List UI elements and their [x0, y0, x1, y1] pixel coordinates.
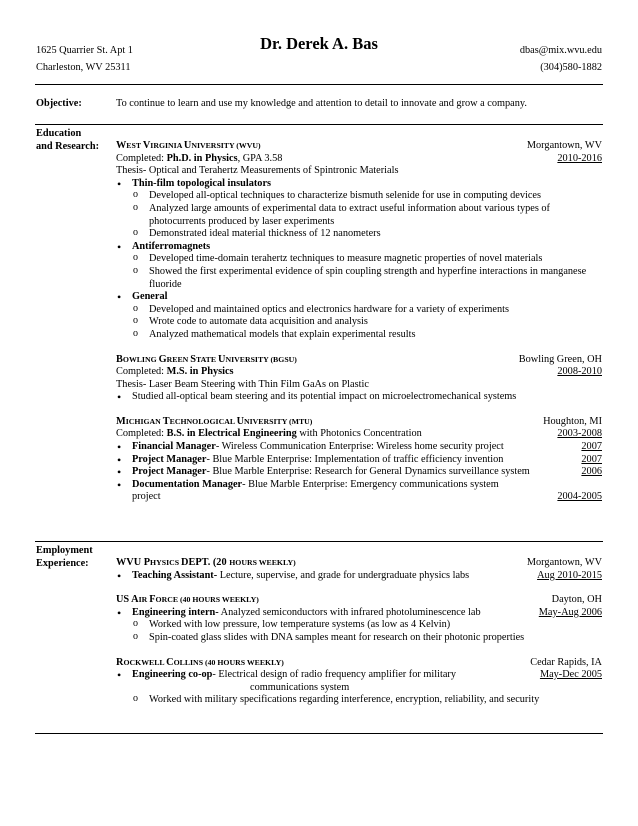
employer-row [116, 557, 602, 570]
objective-label: Objective: [36, 98, 82, 109]
school-name: WEST VIRGINIA UNIVERSITY (WVU) [116, 140, 261, 151]
list-item: • Project Manager- Blue Marble Enterprise: Implementation of traffic efficiency invention 2007 [116, 454, 602, 467]
topic-item: • Antiferromagnets [116, 241, 602, 254]
employer-name: US AIR FORCE (40 HOURS WEEKLY) [116, 594, 259, 606]
degree: M.S. in Physics [166, 366, 234, 378]
degree-row: Completed: B.S. in Electrical Engineering with Photonics Concentration 2003-2008 [116, 428, 602, 440]
sub-item: o Showed the first experimental evidence of spin coupling strength and hyperfine interactions in manganese fluoride [116, 266, 602, 291]
education-section [116, 140, 602, 504]
list-item: • Engineering co-op- Electrical design of radio frequency amplifier for military May-Dec 2005 communications system [116, 669, 602, 694]
degree-dates: 2008-2010 [557, 366, 602, 378]
sub-item: o Developed time-domain terahertz techniques to measure magnetic properties of novel materials [116, 253, 602, 266]
degree: B.S. in Electrical Engineering [166, 428, 297, 440]
degree: Ph.D. in Physics [166, 152, 238, 164]
divider [35, 84, 603, 85]
sub-item: o Worked with low pressure, low temperature systems (as low as 4 Kelvin) [116, 619, 602, 632]
school-location: Houghton, MI [543, 415, 602, 427]
school-name: BOWLING GREEN STATE UNIVERSITY (BGSU) [116, 353, 297, 365]
sub-item: o Developed all-optical techniques to characterize bismuth selenide for use in computing devices [116, 190, 602, 203]
employer-location: Dayton, OH [551, 594, 602, 606]
education-label: Education and Research: [36, 128, 100, 152]
topic-item: • Thin-film topological insulators [116, 178, 602, 191]
list-item: • Project Manager- Blue Marble Enterprise: Research for General Dynamics surveillance system 2006 [116, 466, 602, 479]
employer-location: Cedar Rapids, IA [530, 656, 602, 668]
employment-label: Employment Experience: [36, 545, 93, 569]
school-row [116, 416, 602, 429]
sub-item: o Wrote code to automate data acquisition and analysis [116, 316, 602, 329]
degree-row: Completed: M.S. in Physics 2008-2010 [116, 366, 602, 378]
school-location: Bowling Green, OH [518, 353, 602, 365]
address-line-1: 1625 Quarrier St. Apt 1 [36, 45, 133, 56]
school-location: Morgantown, WV [526, 140, 602, 151]
email: dbas@mix.wvu.edu [519, 45, 602, 56]
list-item: • Documentation Manager- Blue Marble Enterprise: Emergency communications system project 2004-2005 [116, 479, 602, 504]
thesis: Thesis- Optical and Terahertz Measurements of Spintronic Materials [116, 165, 399, 177]
employer-row [116, 594, 602, 607]
employer-location: Morgantown, WV [526, 557, 602, 568]
sub-item: o Worked with military specifications regarding interference, encryption, reliability, and security [116, 694, 602, 707]
degree-row: Completed: Ph.D. in Physics, GPA 3.58 2010-2016 [116, 152, 602, 164]
candidate-name: Dr. Derek A. Bas [260, 34, 378, 53]
divider [35, 733, 603, 734]
school-row [116, 140, 602, 153]
school-row [116, 354, 602, 367]
sub-item: o Developed and maintained optics and electronics hardware for a variety of experiments [116, 304, 602, 317]
employer-row [116, 657, 602, 670]
employer-name: ROCKWELL COLLINS (40 HOURS WEEKLY) [116, 656, 284, 668]
thesis: Thesis- Laser Beam Steering with Thin Film GaAs on Plastic [116, 378, 369, 390]
list-item: • Engineering intern- Analyzed semiconductors with infrared photoluminescence lab May-Aug 2006 [116, 607, 602, 620]
sub-item: o Analyzed large amounts of experimental data to extract useful information about various types of photocurrents produced by laser experiments [116, 203, 602, 228]
contact-info [520, 42, 602, 76]
sub-item: o Demonstrated ideal material thickness of 12 nanometers [116, 228, 602, 241]
divider [35, 541, 603, 542]
degree-dates: 2010-2016 [557, 152, 602, 164]
address-line-2: Charleston, WV 25311 [36, 62, 131, 73]
degree-dates: 2003-2008 [557, 428, 602, 440]
objective-text: To continue to learn and use my knowledge and attention to detail to innovate and grow a company. [116, 98, 527, 109]
list-item: • Studied all-optical beam steering and its potential impact on microelectromechanical systems [116, 391, 602, 404]
school-name: MICHIGAN TECHNOLOGICAL UNIVERSITY (MTU) [116, 415, 313, 427]
phone: (304)580-1882 [540, 62, 602, 73]
topic-item: • General [116, 291, 602, 304]
list-item: • Financial Manager- Wireless Communication Enterprise: Wireless home security project 2007 [116, 441, 602, 454]
employer-name: WVU PHYSICS DEPT. (20 HOURS WEEKLY) [116, 557, 296, 568]
employment-section [116, 557, 602, 707]
sub-item: o Analyzed mathematical models that explain experimental results [116, 329, 602, 342]
list-item: • Teaching Assistant- Lecture, supervise, and grade for undergraduate physics labs Aug 2010-2015 [116, 570, 602, 583]
divider [35, 124, 603, 125]
sub-item: o Spin-coated glass slides with DNA samples meant for research on their photonic properties [116, 632, 602, 645]
